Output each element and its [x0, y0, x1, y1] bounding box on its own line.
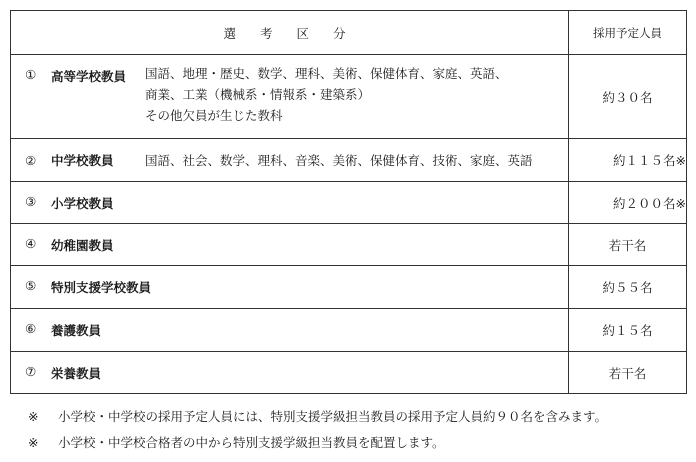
- planned-count: 約３０名: [569, 55, 687, 139]
- recruitment-table: [10, 10, 687, 394]
- category-name: 栄養教員: [51, 365, 102, 381]
- header-planned-count: 採用予定人員: [569, 11, 687, 55]
- category-name: 養護教員: [51, 323, 102, 338]
- category-name: 特別支援学校教員: [51, 280, 152, 295]
- table-row: [11, 55, 687, 139]
- subject-line: 国語、地理・歴史、数学、理科、美術、保健体育、家庭、英語、: [145, 66, 508, 81]
- table-row: [11, 266, 687, 309]
- planned-count: 若干名: [569, 224, 687, 266]
- category-name: 高等学校教員: [51, 69, 127, 84]
- row-number: ⑤: [25, 278, 37, 293]
- subject-list: [145, 63, 508, 126]
- subject-line: その他欠員が生じた教科: [145, 108, 283, 123]
- footnotes: [28, 404, 607, 456]
- planned-count: 約５５名: [569, 266, 687, 309]
- subject-line: 国語、社会、数学、理科、音楽、美術、保健体育、技術、家庭、英語: [145, 152, 533, 168]
- row-number: ⑦: [25, 363, 37, 379]
- row-number: ⑥: [25, 321, 37, 336]
- planned-count: 約１１５名※: [569, 139, 687, 182]
- planned-count: 若干名: [569, 352, 687, 394]
- planned-count: 約１５名: [569, 309, 687, 352]
- table-row: [11, 352, 687, 394]
- header-category: 選 考 区 分: [11, 11, 569, 55]
- category-cell: [11, 182, 569, 224]
- footnote-mark: ※: [28, 409, 39, 424]
- table-row: [11, 309, 687, 352]
- category-cell: [11, 224, 569, 266]
- category-cell: [11, 309, 569, 352]
- row-number: ④: [25, 235, 37, 251]
- table-row: [11, 182, 687, 224]
- category-cell: [11, 352, 569, 394]
- category-name: 小学校教員: [51, 195, 114, 211]
- footnote: [28, 430, 607, 456]
- table-row: [11, 224, 687, 266]
- category-cell: [11, 266, 569, 309]
- row-number: ②: [25, 152, 37, 168]
- footnote-text: 小学校・中学校合格者の中から特別支援学級担当教員を配置します。: [58, 435, 445, 450]
- table-row: [11, 139, 687, 182]
- row-number: ③: [25, 193, 37, 209]
- category-name: 中学校教員: [51, 153, 114, 168]
- category-cell: [11, 55, 569, 139]
- category-cell: [11, 139, 569, 182]
- footnote-mark: ※: [28, 435, 39, 450]
- row-number: ①: [25, 67, 37, 82]
- category-name: 幼稚園教員: [51, 237, 114, 253]
- footnote: [28, 404, 607, 430]
- subject-line: 商業、工業（機械系・情報系・建築系）: [145, 87, 371, 102]
- subject-list: [145, 150, 533, 171]
- planned-count: 約２００名※: [569, 182, 687, 224]
- table-header-row: [11, 11, 687, 55]
- footnote-text: 小学校・中学校の採用予定人員には、特別支援学級担当教員の採用予定人員約９０名を含みます。: [58, 409, 608, 424]
